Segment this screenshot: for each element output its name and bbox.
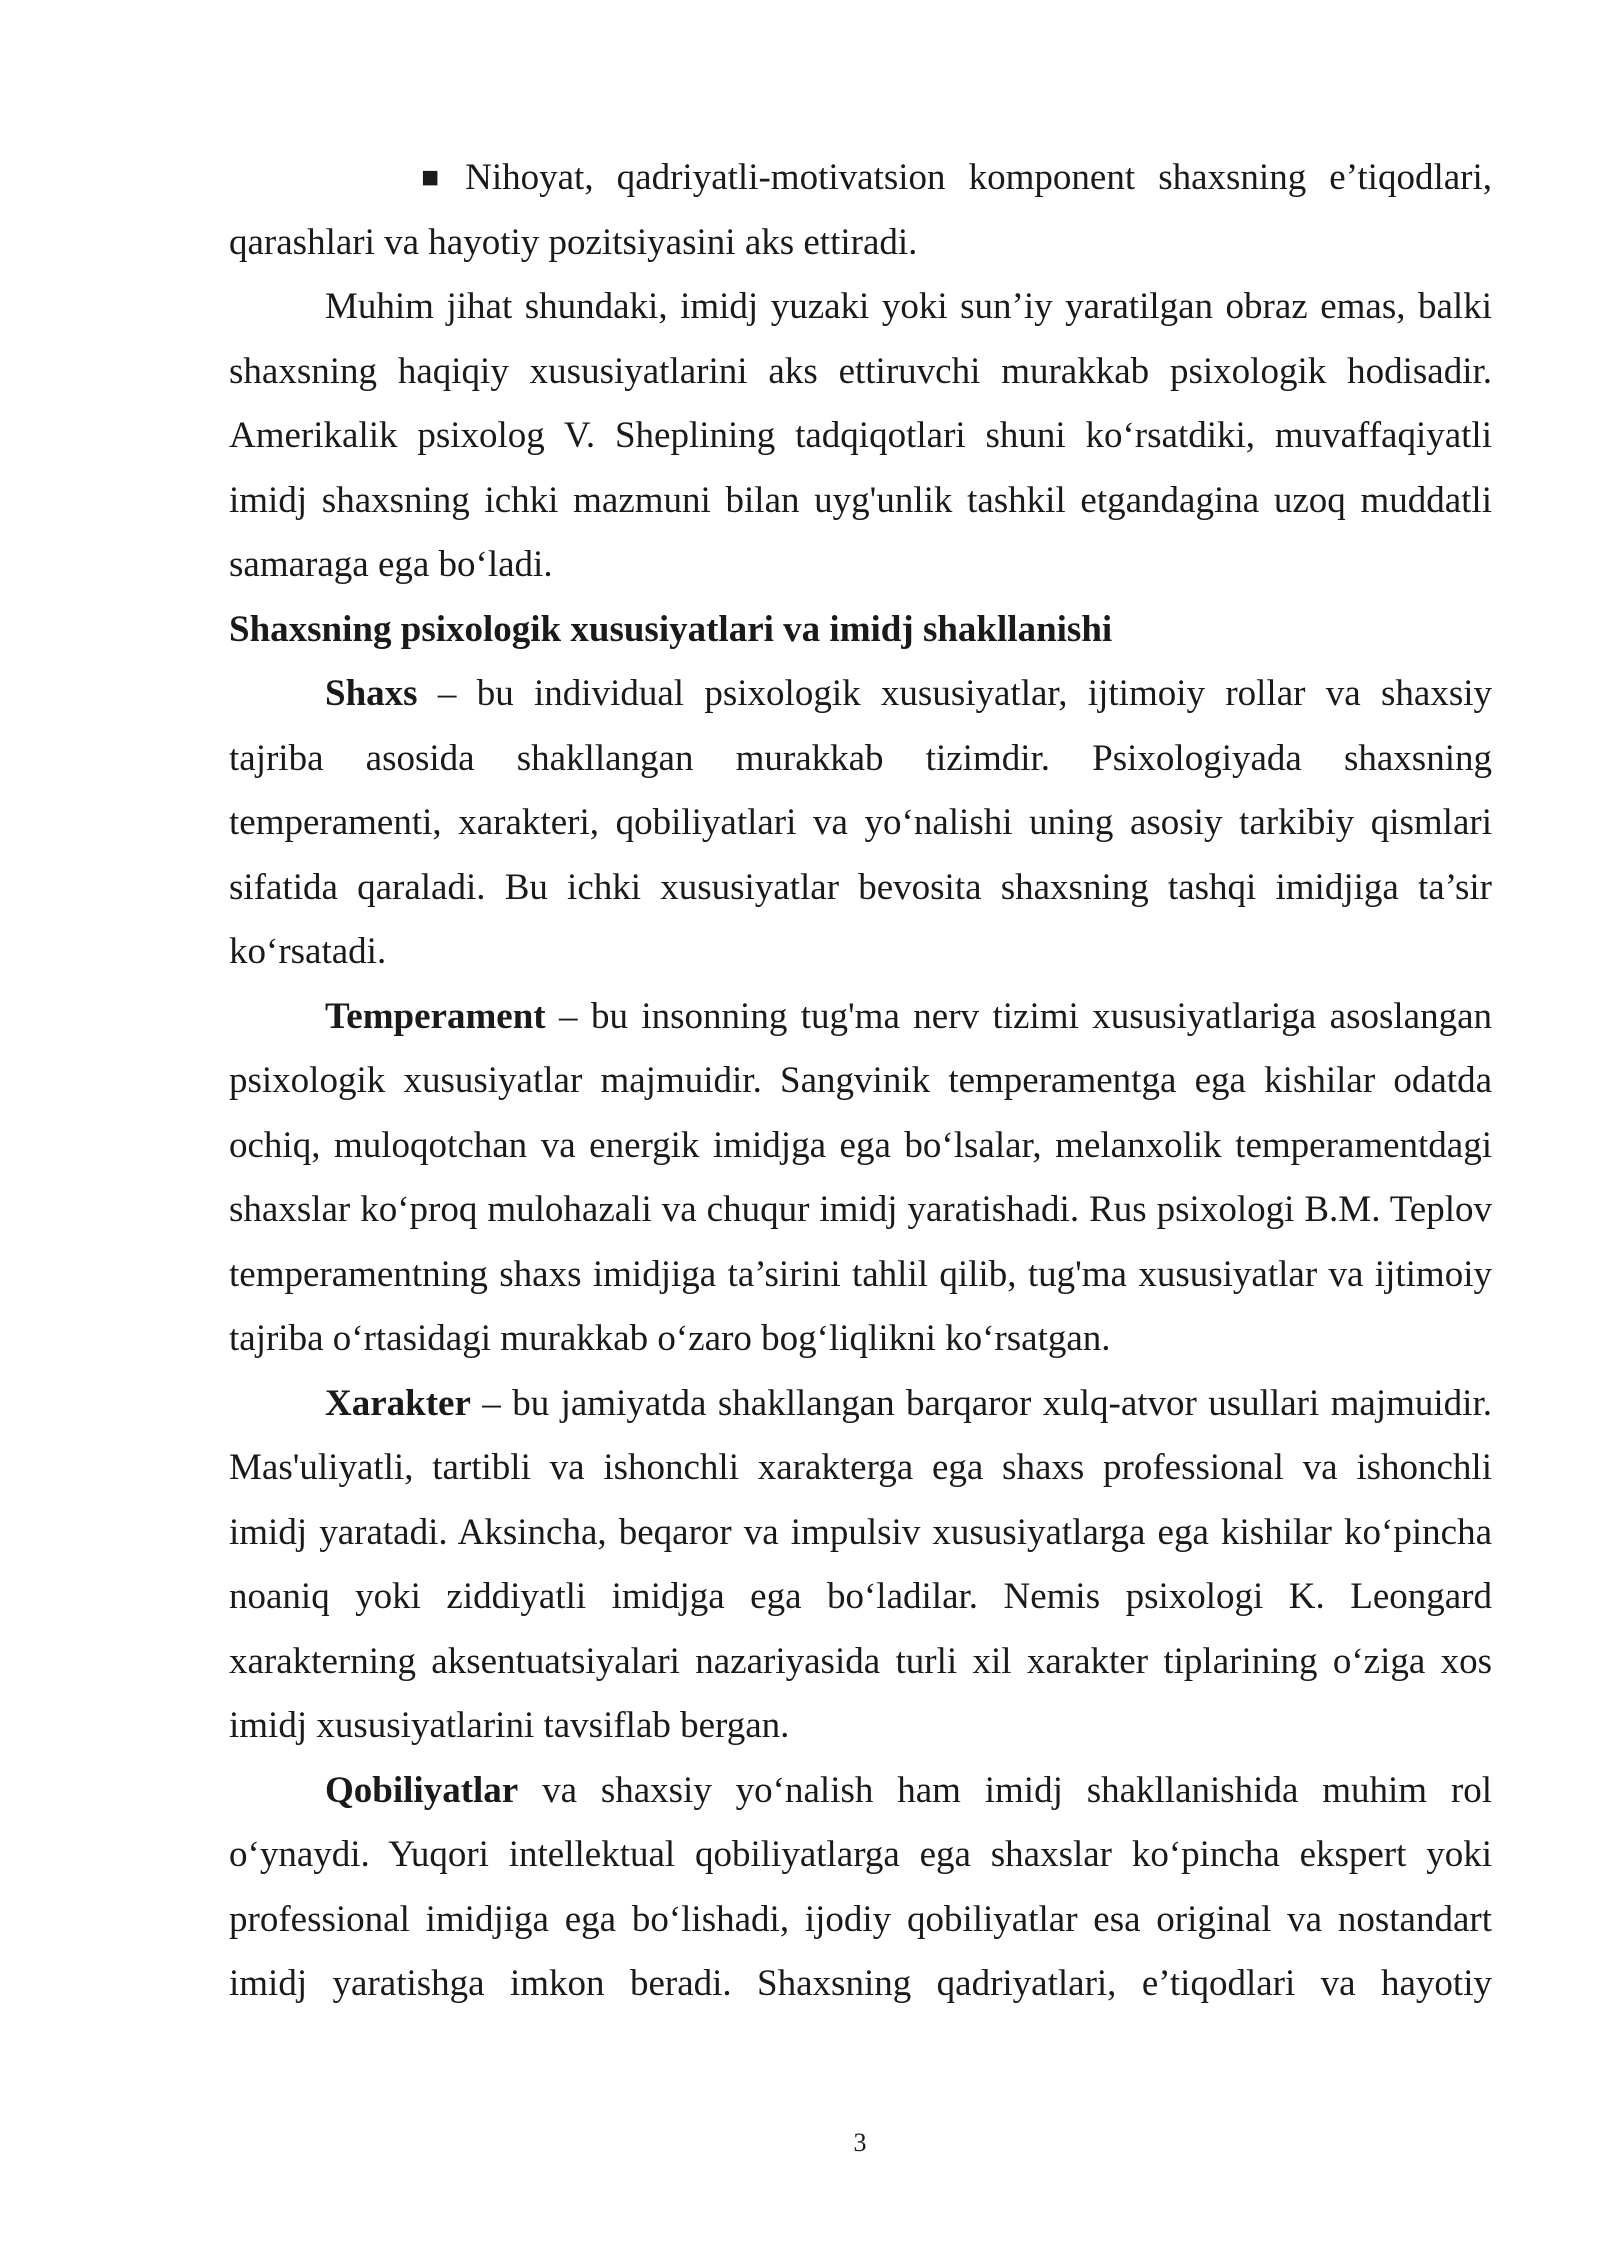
bullet-paragraph (229, 146, 1492, 275)
paragraph-text: Muhim jihat shundaki, imidj yuzaki yoki sun’iy yaratilgan obraz emas, balki shaxsning haqiqiy xususiyatlarini aks ettiruvchi murakkab psixologik hodisadir. Amerikalik psixolog V. Sheplining tadqiqotlari shuni ko‘rsatdiki, muvaffaqiyatli imidj shaxsning ichki mazmuni bilan uyg'unlik tashkil etgandagina uzoq muddatli samaraga ega bo‘ladi. (229, 286, 1492, 585)
paragraph-text: va shaxsiy yo‘nalish ham imidj shakllanishida muhim rol o‘ynaydi. Yuqori intellektual qobiliyatlarga ega shaxslar ko‘pincha ekspert yoki professional imidjiga ega bo‘lishadi, ijodiy qobiliyatlar esa original va nostandart imidj yaratishga imkon beradi. Shaxsning qadriyatlari, e’tiqodlari va hayotiy (229, 1769, 1492, 2004)
term-shaxs: Shaxs (325, 673, 418, 714)
paragraph-xarakter (229, 1372, 1492, 1759)
paragraph-qobiliyatlar (229, 1759, 1492, 2017)
page-number: 3 (853, 2128, 867, 2157)
term-qobiliyatlar: Qobiliyatlar (325, 1769, 519, 1811)
paragraph-shaxs (229, 662, 1492, 985)
paragraph-text: – bu insonning tug'ma nerv tizimi xususiyatlariga asoslangan psixologik xususiyatlar majmuidir. Sangvinik temperamentga ega kishilar odatda ochiq, muloqotchan va energik imidjga ega bo‘lsalar, melanxolik temperamentdagi shaxslar ko‘proq mulohazali va chuqur imidj yaratishadi. Rus psixologi B.M. Teplov temperamentning shaxs imidjiga ta’sirini tahlil qilib, tug'ma xususiyatlar va ijtimoiy tajriba o‘rtasidagi murakkab o‘zaro bog‘liqlikni ko‘rsatgan. (229, 995, 1492, 1359)
term-xarakter: Xarakter (325, 1382, 471, 1424)
square-bullet-icon: ■ (421, 161, 440, 194)
paragraph-temperament (229, 985, 1492, 1372)
term-temperament: Temperament (325, 995, 546, 1037)
paragraph (229, 275, 1492, 598)
paragraph-text: Nihoyat, qadriyatli-motivatsion komponent shaxsning e’tiqodlari, qarashlari va hayotiy pozitsiyasini aks ettiradi. (229, 157, 1492, 263)
section-heading (229, 598, 1492, 663)
paragraph-text: – bu jamiyatda shakllangan barqaror xulq-atvor usullari majmuidir. Mas'uliyatli, tartibli va ishonchli xarakterga ega shaxs professional va ishonchli imidj yaratadi. Aksincha, beqaror va impulsiv xususiyatlarga ega kishilar ko‘pincha noaniq yoki ziddiyatli imidjga ega bo‘ladilar. Nemis psixologi K. Leongard xarakterning aksentuatsiyalari nazariyasida turli xil xarakter tiplarining o‘ziga xos imidj xususiyatlarini tavsiflab bergan. (229, 1382, 1492, 1746)
paragraph-text: – bu individual psixologik xususiyatlar, ijtimoiy rollar va shaxsiy tajriba asosida shakllangan murakkab tizimdir. Psixologiyada shaxsning temperamenti, xarakteri, qobiliyatlari va yo‘nalishi uning asosiy tarkibiy qismlari sifatida qaraladi. Bu ichki xususiyatlar bevosita shaxsning tashqi imidjiga ta’sir ko‘rsatadi. (229, 673, 1492, 972)
heading-text: Shaxsning psixologik xususiyatlari va imidj shakllanishi (229, 608, 1113, 650)
page-body (229, 146, 1492, 2017)
